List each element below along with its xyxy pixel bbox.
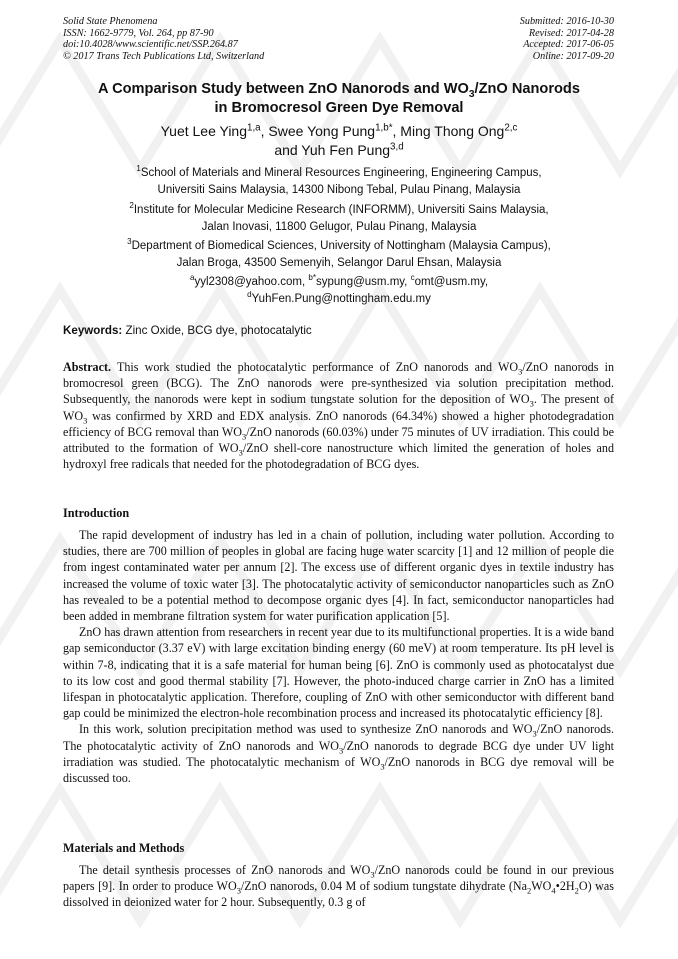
- email-list: [40, 274, 638, 307]
- email-address: YuhFen.Pung@nottingham.edu.my: [251, 292, 431, 305]
- subscript: 3: [518, 366, 523, 377]
- affiliation-text: Institute for Molecular Medicine Research (INFORMM), Universiti Sains Malaysia,: [133, 204, 549, 216]
- email-sup: d: [247, 289, 252, 299]
- paragraph-text: /ZnO nanorods in BCG dye removal will be discussed too.: [63, 754, 614, 786]
- paragraph-text: /ZnO nanorods to degrade BCG dye under UV light irradiation was studied. The photocatalytic mechanism of WO: [63, 738, 614, 769]
- affiliation-1: [40, 165, 638, 198]
- affiliation-line: Jalan Broga, 43500 Semenyih, Selangor Darul Ehsan, Malaysia: [176, 256, 502, 269]
- author-name: Yuet Lee Ying: [160, 123, 248, 139]
- affiliation-sup: 1: [136, 164, 141, 174]
- email-sup: b*: [308, 273, 317, 283]
- abstract-text: This work studied the photocatalytic performance of ZnO nanorods and WO: [111, 360, 519, 374]
- paragraph-text: /ZnO nanorods could be found in our previous papers [9]. In order to produce WO: [63, 863, 615, 894]
- subscript: 2: [574, 885, 579, 896]
- subscript: 3: [532, 728, 537, 739]
- affiliation-3: [40, 238, 638, 271]
- paragraph-text: O) was dissolved in deionized water for 2 hour. Subsequently, 0.3 g of: [63, 879, 614, 910]
- journal-header: [63, 16, 264, 62]
- journal-doi: doi:10.4028/www.scientific.net/SSP.264.87: [63, 39, 238, 51]
- affiliation-line: [40, 238, 638, 255]
- abstract-text: was confirmed by XRD and EDX analysis. ZnO nanorods (64.34%) showed a higher photodegradation efficiency of BCG removal than WO: [63, 408, 614, 439]
- author-affil-sup: 2,c: [504, 122, 518, 134]
- affiliation-line: Jalan Inovasi, 11800 Gelugor, Pulau Pinang, Malaysia: [201, 220, 477, 233]
- intro-paragraph-2: ZnO has drawn attention from researchers in recent year due to its multifunctional properties. It is a wide band gap semiconductor (3.37 eV) with large excitation binding energy (60 meV) at room temperature. Its pH level is within 7-8, indicating that it is a safe material for human being [6]. ZnO is commonly used as photocatalyst due to its low cost and good thermal stability [7]. However, the photo-induced charge carrier in ZnO has a limited lifespan in photocatalytic application. Therefore, coupling of ZnO with other semiconductor with different band gap could be minimized the electron-hole recombination process and increased its photocatalytic efficiency [8].: [63, 625, 614, 721]
- author-line-2: [40, 141, 638, 160]
- subscript: 3: [529, 398, 534, 409]
- affiliation-line: [40, 165, 638, 182]
- subscript: 3: [236, 885, 241, 896]
- paragraph-text: /ZnO nanorods. The photocatalytic activity of ZnO nanorods and WO: [63, 722, 614, 753]
- journal-issn: ISSN: 1662-9779, Vol. 264, pp 87-90: [63, 27, 214, 39]
- subscript: 4: [551, 885, 556, 896]
- dates-header: [520, 16, 614, 62]
- subscript: 3: [242, 431, 247, 442]
- subscript: 3: [238, 447, 243, 458]
- email-address: omt@usm.my,: [414, 276, 489, 288]
- title-line-2: in Bromocresol Green Dye Removal: [214, 100, 464, 116]
- author-name: Ming Thong Ong: [400, 123, 505, 139]
- keywords-label: Keywords:: [63, 324, 123, 337]
- affiliation-2: [40, 202, 638, 235]
- subscript: 3: [380, 761, 385, 772]
- title-text: A Comparison Study between ZnO Nanorods and WO: [98, 81, 469, 97]
- author-name: Swee Yong Pung: [268, 123, 376, 139]
- journal-name: Solid State Phenomena: [63, 16, 158, 27]
- abstract-text: /ZnO shell-core nanostructure which limited the generation of holes and hydroxyl free radicals that needed for the photodegradation of BCG dyes.: [63, 441, 614, 472]
- paragraph-text: •2H: [555, 879, 575, 894]
- affiliation-sup: 2: [129, 201, 134, 211]
- methods-body: [63, 862, 614, 911]
- date-revised: Revised: 2017-04-28: [528, 27, 614, 39]
- section-heading-introduction: Introduction: [63, 506, 130, 520]
- subscript: 3: [83, 415, 88, 426]
- author-affil-sup: 3,d: [390, 140, 404, 152]
- intro-paragraph-3: [63, 721, 614, 786]
- author-affil-sup: 1,b*: [375, 122, 393, 134]
- keywords: [63, 324, 312, 337]
- author-separator: ,: [260, 123, 269, 139]
- paragraph-text: /ZnO nanorods, 0.04 M of sodium tungstate dihydrate (Na: [240, 879, 528, 894]
- date-submitted: Submitted: 2016-10-30: [519, 16, 614, 27]
- subscript: 2: [527, 885, 532, 896]
- author-name: and Yuh Fen Pung: [274, 141, 391, 158]
- subscript: 3: [338, 745, 344, 756]
- paragraph-text: In this work, solution precipitation method was used to synthesize ZnO nanorods and WO: [79, 722, 533, 737]
- abstract-text: /ZnO nanorods (60.03%) under 75 minutes of UV irradiation. This could be attributed to the formation of WO: [63, 424, 615, 456]
- methods-paragraph-1: [63, 862, 614, 911]
- date-accepted: Accepted: 2017-06-05: [523, 39, 614, 51]
- section-heading-methods: Materials and Methods: [63, 841, 185, 855]
- affiliation-text: School of Materials and Mineral Resources Engineering, Engineering Campus,: [140, 167, 542, 179]
- email-address: sypung@usm.my,: [316, 276, 411, 288]
- author-list: [40, 122, 638, 159]
- author-separator: ,: [392, 123, 401, 139]
- title-subscript: 3: [468, 88, 475, 100]
- abstract-label: Abstract.: [63, 360, 112, 374]
- author-line-1: [40, 122, 638, 141]
- affiliation-line: [40, 202, 638, 219]
- introduction-body: [63, 527, 614, 786]
- paper-title: [40, 80, 638, 118]
- date-online: Online: 2017-09-20: [532, 50, 614, 62]
- paragraph-text: WO: [531, 879, 552, 894]
- abstract-text: . The present of WO: [63, 392, 614, 423]
- affiliation-text: Department of Biomedical Sciences, University of Nottingham (Malaysia Campus),: [131, 240, 551, 252]
- title-text: /ZnO Nanorods: [474, 81, 580, 97]
- intro-paragraph-1: The rapid development of industry has led in a chain of pollution, including water pollution. According to studies, there are 700 million of peoples in global are facing huge water scarcity [1] and 12 million of people die from ingest contaminated water per annum [2]. The excess use of different organic dyes in textile industry has increased the volume of toxic water [3]. The photocatalytic activity of semiconductor nanoparticles such as ZnO has revealed to be a potential method to decompose organic dyes [4]. In fact, semiconductor nanoparticles had been added in membrane filtration system for water purification application [5].: [63, 528, 614, 624]
- keywords-text: Zinc Oxide, BCG dye, photocatalytic: [122, 324, 312, 337]
- email-address: yyl2308@yahoo.com,: [194, 276, 309, 288]
- email-sup: a: [189, 273, 195, 283]
- abstract: [63, 359, 614, 472]
- paragraph-text: The detail synthesis processes of ZnO nanorods and WO: [79, 863, 371, 877]
- abstract-text: /ZnO nanorods in bromocresol green (BCG). The ZnO nanorods were pre-synthesized via solution precipitation method. Subsequently, the nanorods were kept in sodium tungstate solution for the deposition of WO: [63, 360, 614, 407]
- email-line-2: [40, 291, 638, 308]
- affiliation-sup: 3: [127, 237, 132, 247]
- title-line-1: [40, 80, 638, 99]
- author-affil-sup: 1,a: [247, 122, 261, 134]
- email-line-1: [40, 274, 638, 291]
- journal-copyright: © 2017 Trans Tech Publications Ltd, Switzerland: [63, 50, 265, 62]
- subscript: 3: [370, 869, 375, 880]
- email-sup: c: [410, 273, 415, 283]
- affiliation-line: Universiti Sains Malaysia, 14300 Nibong Tebal, Pulau Pinang, Malaysia: [157, 183, 521, 196]
- abstract-paragraph: [63, 359, 614, 472]
